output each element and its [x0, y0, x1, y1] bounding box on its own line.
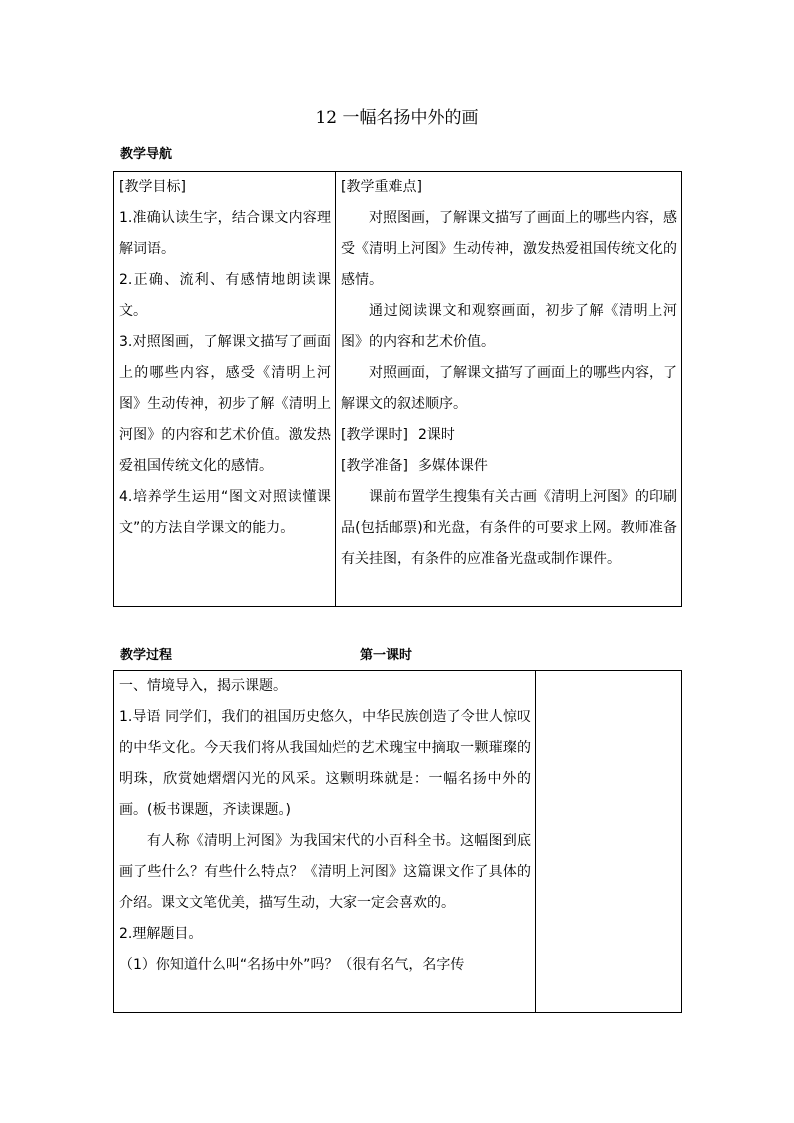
goal-item: 4.培养学生运用“图文对照读懂课文”的方法自学课文的能力。: [119, 489, 331, 536]
guide-heading: 教学导航: [120, 147, 173, 162]
key-point-paragraph: 对照图画，了解课文描写了画面上的哪些内容，感受《清明上河图》生动传神，激发热爱祖国传统文化的感情。: [341, 210, 677, 288]
hours-heading: [教学课时]: [341, 427, 408, 443]
step-heading: 一、情境导入，揭示课题。: [119, 678, 287, 694]
prep-line: [341, 451, 677, 482]
goals-heading: [教学目标]: [119, 179, 186, 195]
prep-detail: 课前布置学生搜集有关古画《清明上河图》的印刷品(包括邮票)和光盘，有条件的可要求上网。教师准备有关挂图，有条件的应准备光盘或制作课件。: [341, 489, 677, 567]
goal-item: 1.准确认读生字，结合课文内容理解词语。: [119, 210, 331, 257]
key-points-cell: [336, 172, 682, 607]
process-content-cell: [114, 671, 536, 1013]
notes-cell: [536, 671, 682, 1013]
key-point-paragraph: 通过阅读课文和观察画面，初步了解《清明上河图》的内容和艺术价值。: [341, 303, 677, 350]
prep-value: 多媒体课件: [417, 458, 488, 474]
goal-item: 3.对照图画，了解课文描写了画面上的哪些内容，感受《清明上河图》生动传神，初步了解《清明上河图》的内容和艺术价值。激发热爱祖国传统文化的感情。: [119, 334, 331, 474]
guide-table: [113, 171, 682, 607]
content-paragraph: 有人称《清明上河图》为我国宋代的小百科全书。这幅图到底画了些什么？有些什么特点？《清明上河图》这篇课文作了具体的介绍。课文文笔优美，描写生动，大家一定会喜欢的。: [119, 833, 531, 911]
intro-paragraph: 1.导语 同学们，我们的祖国历史悠久，中华民族创造了令世人惊叹的中华文化。今天我们将从我国灿烂的艺术瑰宝中摘取一颗璀璨的明珠，欣赏她熠熠闪光的风采。这颗明珠就是：一幅名扬中外的画。(板书课题，齐读课题。): [119, 709, 531, 818]
step-heading: 2.理解题目。: [119, 926, 203, 942]
hours-line: [341, 420, 677, 451]
process-table: [113, 670, 682, 1013]
question-line: （1）你知道什么叫“名扬中外”吗？（很有名气，名字传: [119, 957, 465, 973]
key-points-heading: [教学重难点]: [341, 179, 422, 195]
key-point-paragraph: 对照画面，了解课文描写了画面上的哪些内容，了解课文的叙述顺序。: [341, 365, 677, 412]
page-title: 12 一幅名扬中外的画: [315, 108, 479, 128]
prep-heading: [教学准备]: [341, 458, 408, 474]
hours-value: 2课时: [417, 427, 455, 443]
lesson-label: 第一课时: [360, 648, 413, 663]
goal-item: 2.正确、流利、有感情地朗读课文。: [119, 272, 331, 319]
goals-cell: [114, 172, 336, 607]
process-heading: 教学过程: [120, 648, 173, 663]
